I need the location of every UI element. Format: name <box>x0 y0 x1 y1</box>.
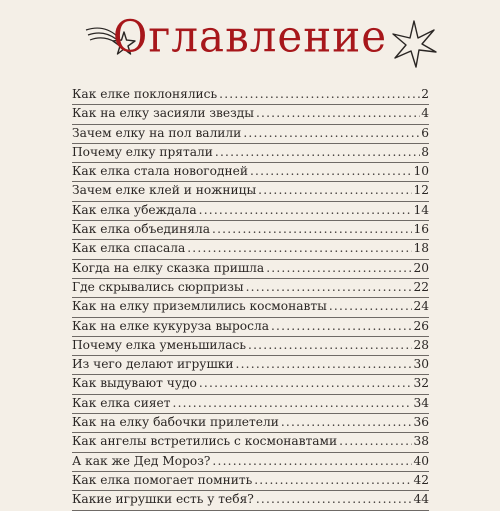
toc-page-number: 22 <box>413 279 429 294</box>
toc-entry-title: Какие игрушки есть у тебя? <box>72 492 254 507</box>
dot-leader <box>199 201 413 220</box>
dot-leader <box>236 355 413 374</box>
toc-entry[interactable] <box>72 395 429 414</box>
toc-page-number: 30 <box>413 357 429 372</box>
toc-entry-title: Где скрывались сюрпризы <box>72 279 244 294</box>
toc-page-number: 18 <box>413 241 429 256</box>
star-icon <box>390 18 438 70</box>
toc-entry-title: Как елка стала новогодней <box>72 164 248 179</box>
toc-entry-title: Как на елку засияли звезды <box>72 106 254 121</box>
toc-entry-title: Как выдувают чудо <box>72 376 197 391</box>
dot-leader <box>339 432 412 451</box>
toc-page-number: 6 <box>421 125 429 140</box>
toc-entry-title: Как елка помогает помнить <box>72 472 253 487</box>
toc-page-number: 10 <box>413 164 429 179</box>
toc-page-number: 38 <box>413 434 429 449</box>
toc-entry-title: Как елка объединяла <box>72 222 210 237</box>
toc-page-number: 44 <box>413 492 429 507</box>
toc-entry[interactable] <box>72 433 429 452</box>
dot-leader <box>243 124 420 143</box>
toc-entry-title: Как на елку приземлились космонавты <box>72 299 327 314</box>
toc-page-number: 8 <box>421 144 429 159</box>
toc-entry-title: Как ангелы встретились с космонавтами <box>72 434 338 449</box>
toc-page-number: 28 <box>413 337 429 352</box>
toc-entry[interactable] <box>72 356 429 375</box>
toc-entry-title: Как на елке кукуруза выросла <box>72 318 269 333</box>
toc-entry[interactable] <box>72 182 429 201</box>
dot-leader <box>212 452 412 471</box>
toc-page-number: 12 <box>413 183 429 198</box>
toc-page-number: 14 <box>413 202 429 217</box>
toc-entry-title: Как елке поклонялись <box>72 87 218 101</box>
toc-entry-title: Зачем елке клей и ножницы <box>72 183 257 198</box>
toc-entry[interactable] <box>72 375 429 394</box>
toc-entry[interactable] <box>72 144 429 163</box>
toc-entry[interactable] <box>72 318 429 337</box>
dot-leader <box>254 471 412 490</box>
dot-leader <box>329 297 413 316</box>
toc-entry-title: Почему елку прятали <box>72 144 213 159</box>
toc-entry[interactable] <box>72 260 429 279</box>
toc-entry[interactable] <box>72 105 429 124</box>
toc-page-number: 32 <box>413 376 429 391</box>
dot-leader <box>215 143 420 162</box>
dot-leader <box>250 162 413 181</box>
dot-leader <box>281 413 413 432</box>
toc-entry-title: Как елка сияет <box>72 395 171 410</box>
toc-entry-title: А как же Дед Мороз? <box>72 453 211 468</box>
dot-leader <box>271 317 413 336</box>
dot-leader <box>266 259 412 278</box>
toc-page-number: 24 <box>413 299 429 314</box>
toc-entry-title: Почему елка уменьшилась <box>72 337 247 352</box>
toc-entry[interactable] <box>72 337 429 356</box>
toc-entry[interactable] <box>72 414 429 433</box>
toc-entry-title: Когда на елку сказка пришла <box>72 260 265 275</box>
dot-leader <box>173 394 413 413</box>
toc-entry[interactable] <box>72 240 429 259</box>
dot-leader <box>256 104 420 123</box>
toc-entry-title: Зачем елку на пол валили <box>72 125 242 140</box>
dot-leader <box>219 85 420 104</box>
dot-leader <box>212 220 412 239</box>
toc-entry[interactable] <box>72 491 429 510</box>
toc-entry[interactable] <box>72 298 429 317</box>
toc-page-number: 42 <box>413 472 429 487</box>
toc-entry[interactable] <box>72 163 429 182</box>
toc-entry[interactable] <box>72 86 429 105</box>
toc-entry[interactable] <box>72 279 429 298</box>
table-of-contents <box>72 86 429 511</box>
toc-entry[interactable] <box>72 453 429 472</box>
toc-page-number: 16 <box>413 222 429 237</box>
toc-entry[interactable] <box>72 472 429 491</box>
dot-leader <box>258 181 412 200</box>
toc-entry-title: Как елка убеждала <box>72 202 197 217</box>
toc-page-number: 20 <box>413 260 429 275</box>
toc-page-number: 36 <box>413 415 429 430</box>
toc-page-number: 40 <box>413 453 429 468</box>
toc-page-number: 26 <box>413 318 429 333</box>
toc-page-number: 34 <box>413 395 429 410</box>
dot-leader <box>187 239 412 258</box>
dot-leader <box>199 374 413 393</box>
toc-entry[interactable] <box>72 202 429 221</box>
dot-leader <box>248 336 412 355</box>
toc-page-number: 2 <box>421 87 429 101</box>
toc-entry-title: Из чего делают игрушки <box>72 357 234 372</box>
toc-entry[interactable] <box>72 125 429 144</box>
page-title: Оглавление <box>112 10 388 63</box>
dot-leader <box>246 278 413 297</box>
toc-entry[interactable] <box>72 221 429 240</box>
toc-page-number: 4 <box>421 106 429 121</box>
toc-entry-title: Как елка спасала <box>72 241 186 256</box>
toc-entry-title: Как на елку бабочки прилетели <box>72 415 279 430</box>
